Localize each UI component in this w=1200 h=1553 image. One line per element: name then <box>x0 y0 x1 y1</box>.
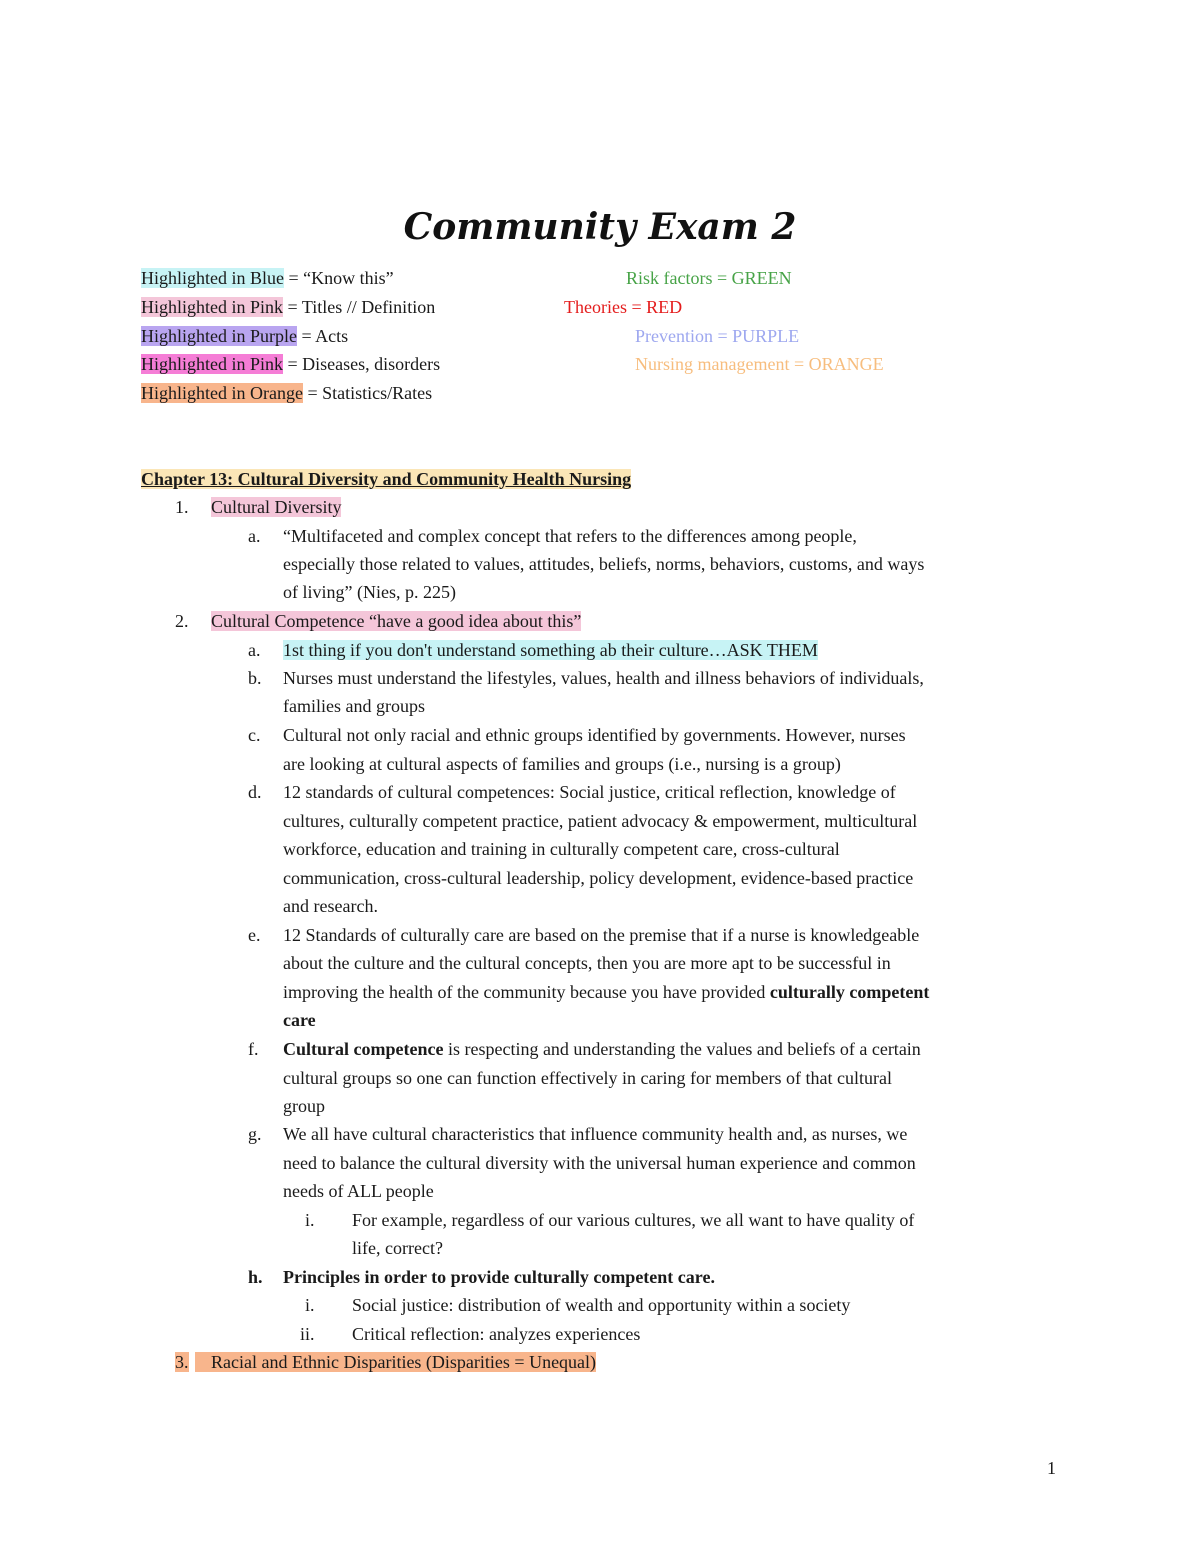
legend-highlight: Highlighted in Orange <box>141 383 303 403</box>
legend-highlight: Highlighted in Pink <box>141 297 284 317</box>
page-title: Community Exam 2 <box>403 206 797 248</box>
chapter-heading: Chapter 13: Cultural Diversity and Community Health Nursing <box>141 469 632 489</box>
legend-nursing-management: Nursing management = ORANGE <box>635 354 884 374</box>
list-item: communication, cross-cultural leadership, policy development, evidence-based practice <box>283 868 914 888</box>
list-item: improving the health of the community because you have provided culturally competent <box>283 982 930 1002</box>
legend-highlight: Highlighted in Blue <box>141 268 284 288</box>
list-item: about the culture and the cultural concepts, then you are more apt to be successful in <box>283 953 891 973</box>
list-item: Nurses must understand the lifestyles, values, health and illness behaviors of individuals, <box>283 668 924 688</box>
list-marker: c. <box>248 725 261 745</box>
list-marker: i. <box>305 1210 315 1230</box>
list-marker: i. <box>305 1295 315 1315</box>
legend-prevention: Prevention = PURPLE <box>635 326 800 346</box>
legend-item-pink <box>141 295 435 319</box>
legend-text: = Statistics/Rates <box>302 383 433 403</box>
legend-risk-factors: Risk factors = GREEN <box>626 268 792 288</box>
list-item: group <box>283 1096 325 1116</box>
section-title: Racial and Ethnic Disparities (Disparities = Unequal) <box>195 1350 596 1374</box>
list-item: Principles in order to provide culturally competent care. <box>283 1267 715 1287</box>
page-number: 1 <box>1047 1458 1056 1478</box>
list-marker: g. <box>248 1124 262 1144</box>
legend-text: = Titles // Definition <box>283 297 436 317</box>
list-item: need to balance the cultural diversity with the universal human experience and common <box>283 1153 916 1173</box>
list-item: Critical reflection: analyzes experiences <box>352 1324 641 1344</box>
list-item: “Multifaceted and complex concept that refers to the differences among people, <box>283 526 857 546</box>
list-item: 1st thing if you don't understand something ab their culture…ASK THEM <box>283 640 818 660</box>
legend-text: = Diseases, disorders <box>283 354 441 374</box>
list-marker: a. <box>248 526 261 546</box>
legend-item-orange <box>141 381 432 405</box>
list-item: workforce, education and training in culturally competent care, cross-cultural <box>283 839 840 859</box>
section-number: 2. <box>175 611 189 631</box>
list-item: cultures, culturally competent practice, patient advocacy & empowerment, multicultural <box>283 811 918 831</box>
list-item: For example, regardless of our various cultures, we all want to have quality of <box>352 1210 915 1230</box>
list-item: Social justice: distribution of wealth and opportunity within a society <box>352 1295 851 1315</box>
legend-highlight: Highlighted in Pink <box>141 354 284 374</box>
list-marker: d. <box>248 782 262 802</box>
list-item: 12 standards of cultural competences: Social justice, critical reflection, knowledge of <box>283 782 896 802</box>
legend-item-blue <box>141 266 394 290</box>
list-marker: ii. <box>300 1324 315 1344</box>
legend-item-purple <box>141 324 348 348</box>
section-number: 1. <box>175 497 189 517</box>
legend-highlight: Highlighted in Purple <box>141 326 297 346</box>
list-item: care <box>283 1010 316 1030</box>
section-title: Cultural Diversity <box>211 497 342 517</box>
list-item: Cultural competence is respecting and understanding the values and beliefs of a certain <box>283 1039 921 1059</box>
list-marker: h. <box>248 1267 263 1287</box>
list-item: We all have cultural characteristics that influence community health and, as nurses, we <box>283 1124 908 1144</box>
list-item: especially those related to values, attitudes, beliefs, norms, behaviors, customs, and ways <box>283 554 925 574</box>
list-item: and research. <box>283 896 378 916</box>
list-marker: e. <box>248 925 261 945</box>
list-marker: b. <box>248 668 262 688</box>
list-item: 12 Standards of culturally care are based on the premise that if a nurse is knowledgeable <box>283 925 920 945</box>
list-item: cultural groups so one can function effectively in caring for members of that cultural <box>283 1068 892 1088</box>
legend-theories: Theories = RED <box>564 297 683 317</box>
list-item: life, correct? <box>352 1238 443 1258</box>
list-item: are looking at cultural aspects of families and groups (i.e., nursing is a group) <box>283 754 841 774</box>
legend-item-magenta <box>141 352 440 376</box>
list-item: families and groups <box>283 696 425 716</box>
list-item: Cultural not only racial and ethnic groups identified by governments. However, nurses <box>283 725 906 745</box>
list-marker: a. <box>248 640 261 660</box>
list-item: needs of ALL people <box>283 1181 434 1201</box>
list-item: of living” (Nies, p. 225) <box>283 582 456 602</box>
list-marker: f. <box>248 1039 259 1059</box>
legend-text: = “Know this” <box>284 268 394 288</box>
section-title: Cultural Competence “have a good idea about this” <box>211 611 582 631</box>
section-number: 3. <box>175 1352 189 1372</box>
legend-text: = Acts <box>297 326 349 346</box>
